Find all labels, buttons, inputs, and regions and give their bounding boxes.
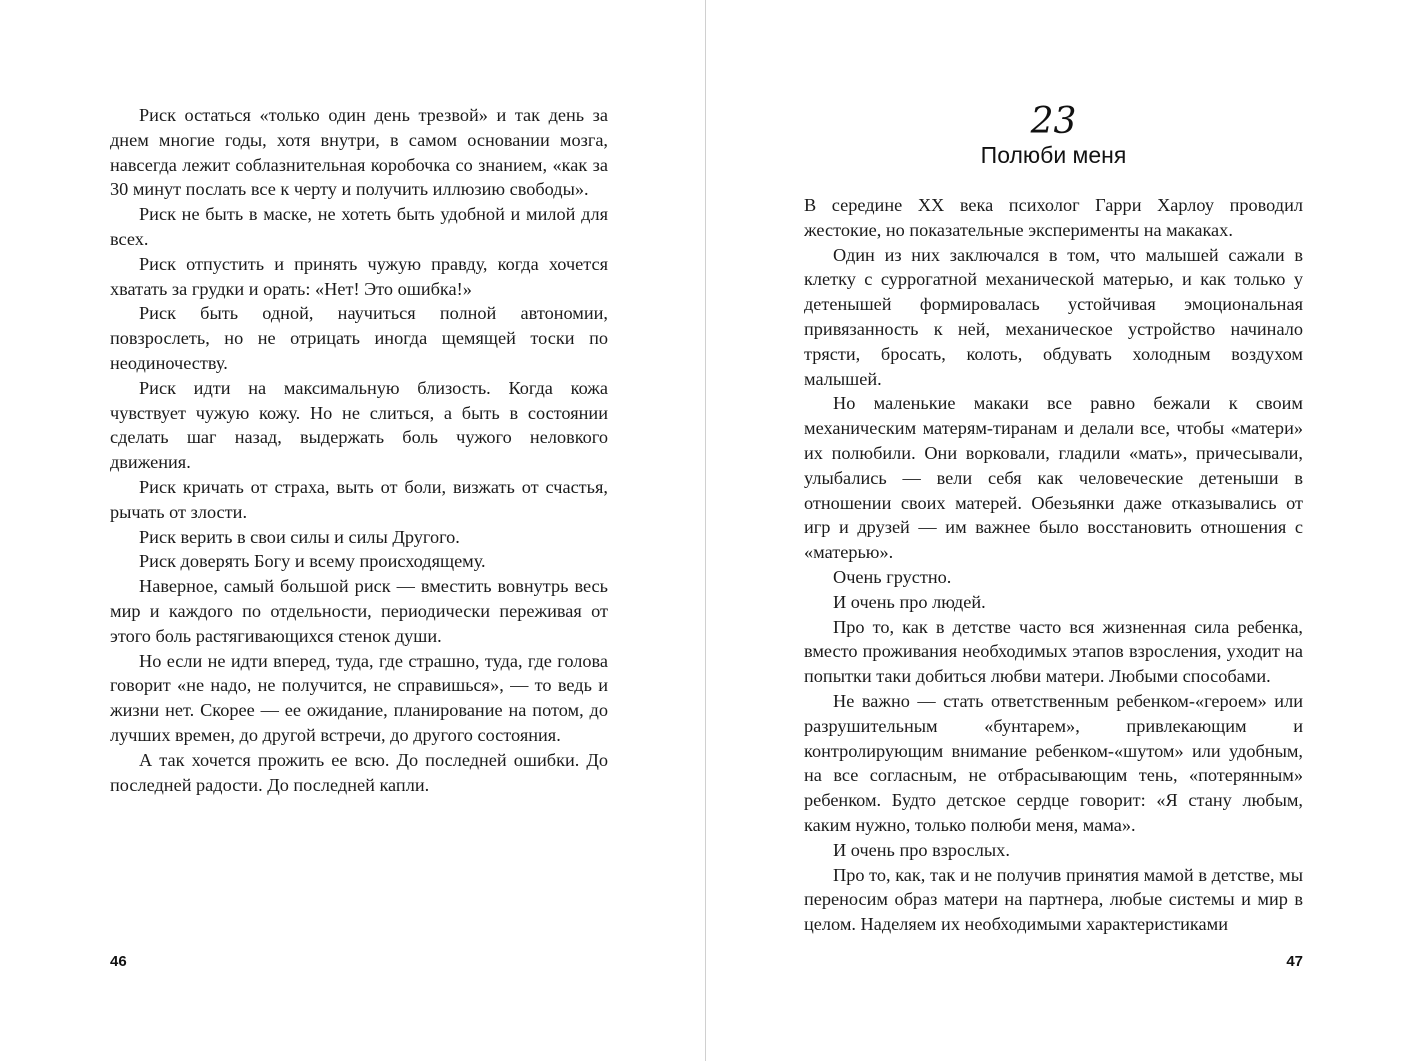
page-number: 47 <box>1286 953 1303 970</box>
paragraph: Риск верить в свои силы и силы Другого. <box>139 526 460 547</box>
paragraph: Но маленькие макаки все равно бежали к своим механическим матерям-тиранам и делали все, чтобы «матери» их полюбили. Они ворковали, гладили «мать», причесывали, улыбались — вели себя как человеческие детеныши в отношении своих матерей. Обезьянки даже отказывались от игр и друзей — им важнее было восстановить отношения с «матерью». <box>804 393 1303 563</box>
paragraph: Риск отпустить и принять чужую правду, когда хочется хватать за грудки и орать: «Нет! Это ошибка!» <box>110 253 608 299</box>
paragraph: Очень грустно. <box>833 566 952 587</box>
paragraph: Риск идти на максимальную близость. Когда кожа чувствует чужую кожу. Но не слиться, а быть в состоянии сделать шаг назад, выдержать боль чужого неловкого движения. <box>110 377 608 473</box>
chapter-number: 23 <box>1030 101 1077 142</box>
paragraph: Один из них заключался в том, что малышей сажали в клетку с суррогатной механической матерью, и как только у детенышей формировалась устойчивая эмоциональная привязанность к ней, механическое устройство начинало трясти, бросать, колоть, обдувать холодным воздухом малышей. <box>804 244 1303 389</box>
paragraph: Не важно — стать ответственным ребенком-«героем» или разрушительным «бунтарем», привлекающим и контролирующим внимание ребенком-«шутом» или удобным, на все согласным, не отбрасывающим тень, «потерянным» ребенком. Будто детское сердце говорит: «Я стану любым, каким нужно, только полюби меня, мама». <box>804 690 1303 835</box>
left-page-body <box>110 103 608 797</box>
paragraph: В середине XX века психолог Гарри Харлоу проводил жестокие, но показательные эксперименты на макаках. <box>804 195 1303 240</box>
paragraph: Но если не идти вперед, туда, где страшно, туда, где голова говорит «не надо, не получится, не справишься», — то ведь и жизни нет. Скорее — ее ожидание, планирование на потом, до лучших времен, до другой встречи, до другого состояния. <box>110 650 608 745</box>
paragraph: И очень про взрослых. <box>833 839 1010 860</box>
paragraph: Риск остаться «только один день трезвой» и так день за днем многие годы, хотя внутри, в самом основании мозга, навсегда лежит соблазнительная коробочка со знанием, «как за 30 минут послать все к черту и получить иллюзию свободы». <box>110 105 608 200</box>
paragraph: Риск кричать от страха, выть от боли, визжать от счастья, рычать от злости. <box>110 476 608 522</box>
chapter-title: Полюби меня <box>980 142 1127 168</box>
paragraph: И очень про людей. <box>833 591 986 612</box>
page-fold-divider <box>705 0 706 1061</box>
page-number: 46 <box>110 953 127 970</box>
paragraph: Риск не быть в маске, не хотеть быть удобной и милой для всех. <box>110 204 608 249</box>
paragraph: Риск быть одной, научиться полной автономии, повзрослеть, но не отрицать иногда щемящей тоски по неодиночеству. <box>110 303 608 373</box>
right-page-body <box>804 193 1303 937</box>
left-page <box>110 0 608 1061</box>
paragraph: Про то, как, так и не получив принятия мамой в детстве, мы переносим образ матери на партнера, любые системы и мир в целом. Наделяем их необходимыми характеристиками <box>804 864 1303 935</box>
paragraph: Риск доверять Богу и всему происходящему. <box>139 551 486 572</box>
right-page <box>804 0 1303 1061</box>
paragraph: Про то, как в детстве часто вся жизненная сила ребенка, вместо проживания необходимых этапов взросления, уходит на попытки таки добиться любви матери. Любыми способами. <box>804 616 1303 687</box>
paragraph: Наверное, самый большой риск — вместить вовнутрь весь мир и каждого по отдельности, периодически переживая от этого боль растягивающихся стенок души. <box>110 576 608 646</box>
paragraph: А так хочется прожить ее всю. До последней ошибки. До последней радости. До последней капли. <box>110 749 608 795</box>
